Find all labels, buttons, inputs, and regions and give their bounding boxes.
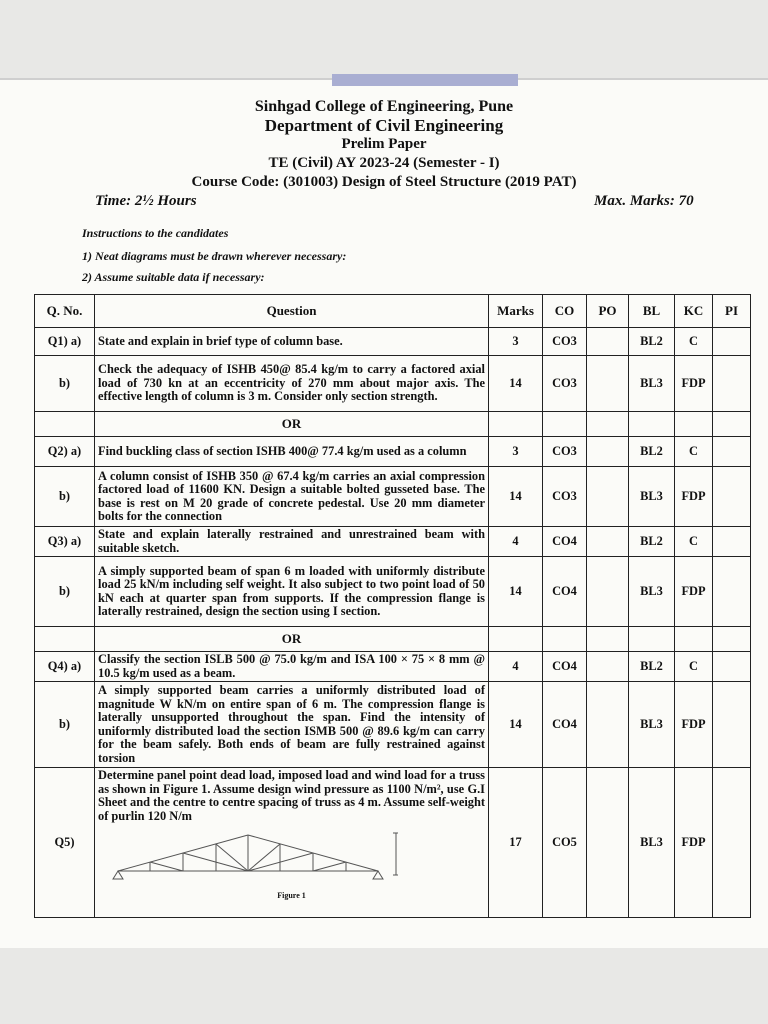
header-qno: Q. No. [35, 295, 95, 328]
figure-caption: Figure 1 [277, 891, 306, 900]
department-name: Department of Civil Engineering [264, 116, 504, 135]
truss-figure [98, 827, 398, 889]
question-text: Find buckling class of section ISHB 400@ 77.4 kg/m used as a column [95, 437, 489, 467]
co-cell: CO4 [543, 527, 587, 557]
co-cell: CO4 [543, 682, 587, 768]
kc-cell: FDP [675, 768, 713, 918]
or-separator: OR [95, 412, 489, 437]
marks-cell: 4 [489, 652, 543, 682]
po-cell [587, 652, 629, 682]
binder-tab [332, 74, 518, 86]
or-row [35, 627, 751, 652]
header-co: CO [543, 295, 587, 328]
question-number: b) [35, 682, 95, 768]
paper-header [0, 97, 768, 192]
po-cell [587, 356, 629, 412]
question-number: Q2) a) [35, 437, 95, 467]
bl-cell: BL3 [629, 682, 675, 768]
table-row [35, 437, 751, 467]
co-cell: CO4 [543, 557, 587, 627]
pi-cell [713, 682, 751, 768]
max-marks: Max. Marks: 70 [594, 193, 694, 209]
question-number: Q5) [35, 768, 95, 918]
bl-cell: BL3 [629, 557, 675, 627]
table-row [35, 682, 751, 768]
paper-type: Prelim Paper [341, 136, 427, 152]
marks-cell: 14 [489, 682, 543, 768]
table-row [35, 527, 751, 557]
marks-cell: 3 [489, 328, 543, 356]
co-cell: CO3 [543, 356, 587, 412]
question-text: Determine panel point dead load, imposed load and wind load for a truss as shown in Figure 1. Assume design wind pressure as 1100 N/m², use G.I Sheet and the centre to centre spacing of truss as 4 m. Assume self-weight of purlin 120 N/m [98, 768, 485, 823]
question-number: Q4) a) [35, 652, 95, 682]
po-cell [587, 437, 629, 467]
or-separator: OR [95, 627, 489, 652]
po-cell [587, 527, 629, 557]
table-header-row [35, 295, 751, 328]
question-number: Q1) a) [35, 328, 95, 356]
marks-cell: 14 [489, 467, 543, 527]
header-question: Question [95, 295, 489, 328]
marks-cell: 17 [489, 768, 543, 918]
marks-cell: 4 [489, 527, 543, 557]
question-text: A column consist of ISHB 350 @ 67.4 kg/m carries an axial compression factored load of 11600 KN. Design a suitable bolted gusseted base. The base is rest on M 20 grade of concrete pedestal. Use 20 mm diameter bolts for the connection [95, 467, 489, 527]
pi-cell [713, 467, 751, 527]
bl-cell: BL2 [629, 437, 675, 467]
bl-cell: BL3 [629, 356, 675, 412]
kc-cell: FDP [675, 467, 713, 527]
question-text: A simply supported beam of span 6 m loaded with uniformly distribute load 25 kN/m including self weight. It also subject to two point load of 50 kN each at quarter span from supports. If the compression flange is laterally restrained, design the section using I section. [95, 557, 489, 627]
co-cell: CO4 [543, 652, 587, 682]
bl-cell: BL3 [629, 768, 675, 918]
co-cell: CO5 [543, 768, 587, 918]
question-text: State and explain in brief type of column base. [95, 328, 489, 356]
pi-cell [713, 652, 751, 682]
table-row [35, 328, 751, 356]
po-cell [587, 682, 629, 768]
kc-cell: C [675, 328, 713, 356]
marks-cell: 14 [489, 356, 543, 412]
instruction-item: 2) Assume suitable data if necessary: [82, 270, 265, 284]
instruction-item: 1) Neat diagrams must be drawn wherever necessary: [82, 249, 347, 263]
question-number: b) [35, 356, 95, 412]
co-cell: CO3 [543, 437, 587, 467]
or-row [35, 412, 751, 437]
question-cell [95, 768, 489, 918]
class-info: TE (Civil) AY 2023-24 (Semester - I) [268, 155, 500, 171]
bl-cell: BL2 [629, 328, 675, 356]
kc-cell: FDP [675, 557, 713, 627]
marks-cell: 14 [489, 557, 543, 627]
question-table [34, 294, 751, 918]
question-number: Q3) a) [35, 527, 95, 557]
pi-cell [713, 527, 751, 557]
table-row [35, 356, 751, 412]
table-row [35, 652, 751, 682]
po-cell [587, 328, 629, 356]
po-cell [587, 768, 629, 918]
pi-cell [713, 557, 751, 627]
table-row [35, 467, 751, 527]
bl-cell: BL2 [629, 527, 675, 557]
co-cell: CO3 [543, 328, 587, 356]
header-kc: KC [675, 295, 713, 328]
kc-cell: C [675, 527, 713, 557]
po-cell [587, 557, 629, 627]
question-text: Classify the section ISLB 500 @ 75.0 kg/m and ISA 100 × 75 × 8 mm @ 10.5 kg/m used as a beam. [95, 652, 489, 682]
question-number: b) [35, 557, 95, 627]
co-cell: CO3 [543, 467, 587, 527]
header-marks: Marks [489, 295, 543, 328]
kc-cell: C [675, 437, 713, 467]
bl-cell: BL3 [629, 467, 675, 527]
header-pi: PI [713, 295, 751, 328]
bl-cell: BL2 [629, 652, 675, 682]
question-text: A simply supported beam carries a uniformly distributed load of magnitude W kN/m on entire span of 6 m. The compression flange is laterally unsupported throughout the span. Find the intensity of uniformly distributed load the section ISMB 500 @ 89.6 kg/m can carry for the beam safely. Both ends of beam are fully restrained against torsion [95, 682, 489, 768]
marks-cell: 3 [489, 437, 543, 467]
header-po: PO [587, 295, 629, 328]
header-bl: BL [629, 295, 675, 328]
kc-cell: FDP [675, 356, 713, 412]
question-number: b) [35, 467, 95, 527]
pi-cell [713, 328, 751, 356]
table-row [35, 768, 751, 918]
exam-time: Time: 2½ Hours [95, 193, 197, 209]
pi-cell [713, 437, 751, 467]
kc-cell: C [675, 652, 713, 682]
instructions-title: Instructions to the candidates [82, 226, 229, 240]
pi-cell [713, 768, 751, 918]
pi-cell [713, 356, 751, 412]
course-info: Course Code: (301003) Design of Steel Structure (2019 PAT) [191, 174, 577, 190]
question-text: Check the adequacy of ISHB 450@ 85.4 kg/m to carry a factored axial load of 730 kn at an eccentricity of 270 mm about major axis. The effective length of column is 3 m. Consider only section strength. [95, 356, 489, 412]
table-row [35, 557, 751, 627]
question-text: State and explain laterally restrained and unrestrained beam with suitable sketch. [95, 527, 489, 557]
college-name: Sinhgad College of Engineering, Pune [254, 98, 514, 115]
po-cell [587, 467, 629, 527]
kc-cell: FDP [675, 682, 713, 768]
